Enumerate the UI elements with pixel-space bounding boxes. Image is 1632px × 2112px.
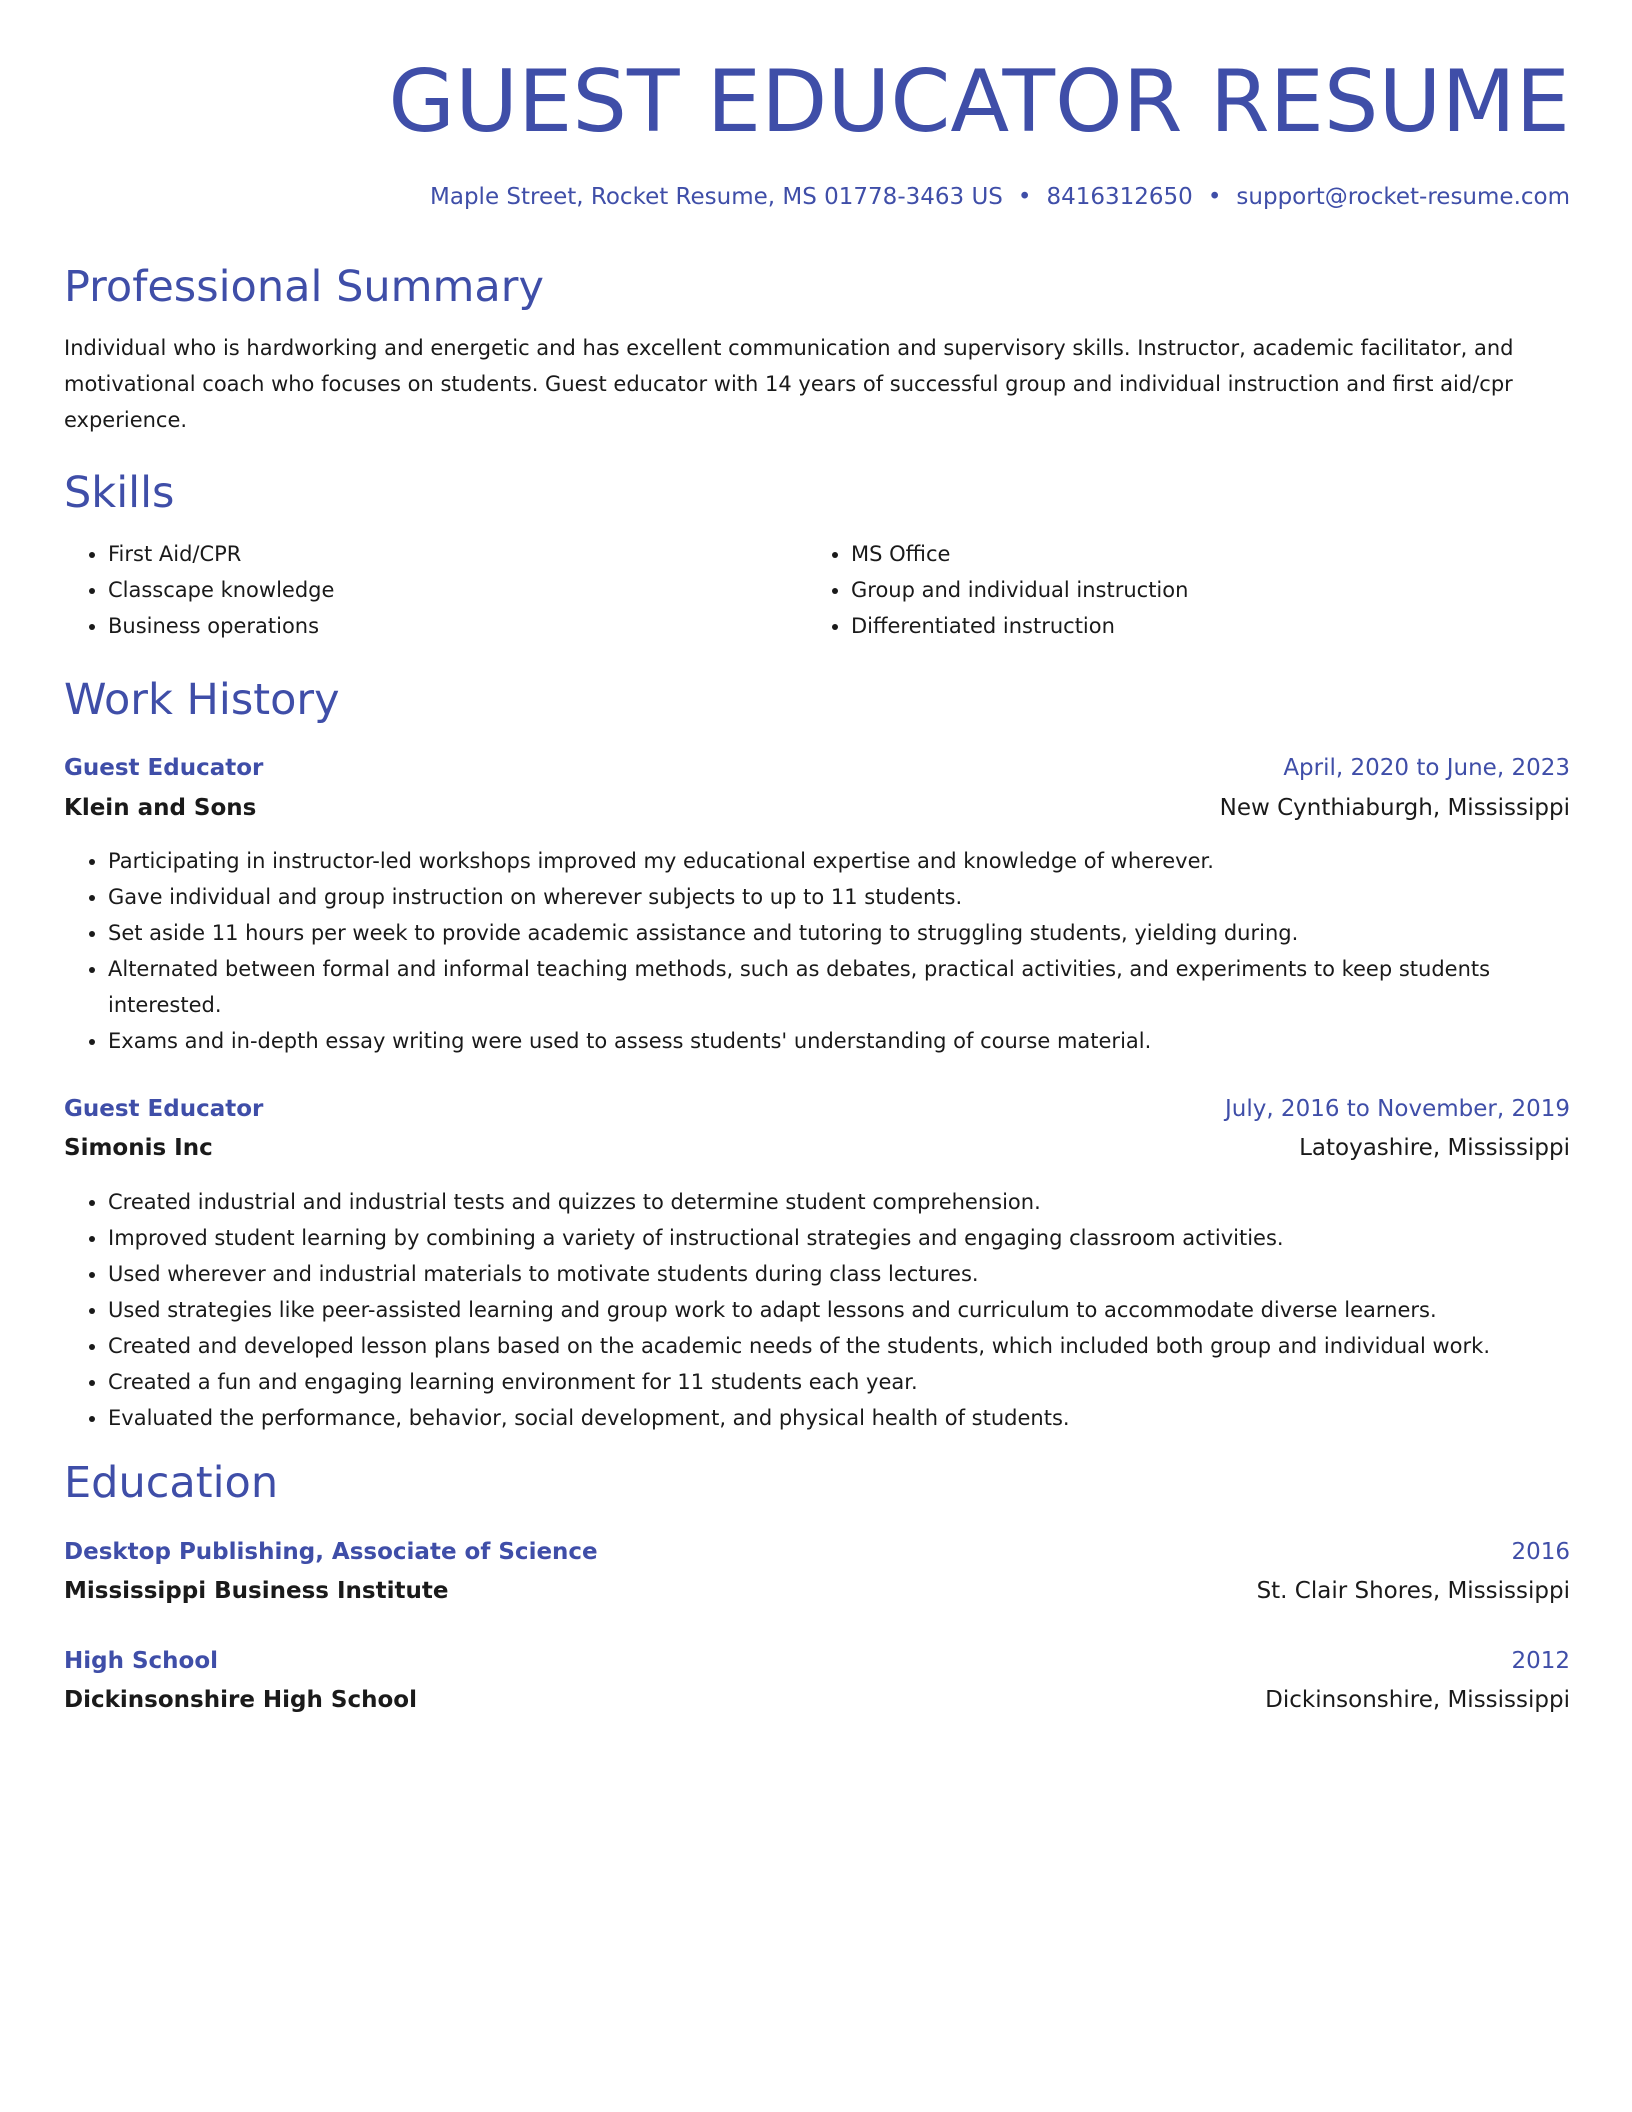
job-company: Klein and Sons xyxy=(64,795,257,821)
job-bullet: • Participating in instructor-led workshops improved my educational expertise and knowledge of wherever. xyxy=(108,843,1570,879)
job-bullet: • Created a fun and engaging learning environment for 11 students each year. xyxy=(108,1364,1570,1400)
education-school: Dickinsonshire High School xyxy=(64,1687,417,1713)
job-dates: July, 2016 to November, 2019 xyxy=(1224,1096,1570,1122)
job-bullet: • Alternated between formal and informal teaching methods, such as debates, practical activities, and experiments to keep students interested. xyxy=(108,951,1570,1023)
job-bullet: • Used strategies like peer-assisted learning and group work to adapt lessons and curriculum to accommodate diverse learners. xyxy=(108,1292,1570,1328)
education-header xyxy=(64,1536,1570,1568)
education-year: 2012 xyxy=(1511,1648,1570,1674)
contact-line xyxy=(430,182,1570,212)
job-bullet: • Improved student learning by combining a variety of instructional strategies and engaging classroom activities. xyxy=(108,1220,1570,1256)
skill-item: • Differentiated instruction xyxy=(851,608,1571,644)
education-degree: High School xyxy=(64,1648,219,1674)
education-location: St. Clair Shores, Mississippi xyxy=(1256,1578,1570,1604)
job-bullets xyxy=(64,843,1570,1059)
skill-item: • Classcape knowledge xyxy=(108,572,798,608)
job-dates: April, 2020 to June, 2023 xyxy=(1283,755,1570,781)
summary-text: Individual who is hardworking and energetic and has excellent communication and supervisory skills. Instructor, academic facilitator, and motivational coach who focuses on students. Guest educator with 14 years of successful group and individual instruction and first aid/cpr experience. xyxy=(64,336,1514,432)
contact-email[interactable]: support@rocket-resume.com xyxy=(1236,184,1570,210)
contact-address: Maple Street, Rocket Resume, MS 01778-3463 US xyxy=(430,184,1003,210)
job-company-row xyxy=(64,792,1570,824)
job-bullets xyxy=(64,1184,1570,1436)
job-bullet: • Created industrial and industrial tests and quizzes to determine student comprehension. xyxy=(108,1184,1570,1220)
job-bullet: • Exams and in-depth essay writing were used to assess students' understanding of course material. xyxy=(108,1023,1570,1059)
skill-item: • Group and individual instruction xyxy=(851,572,1571,608)
summary-heading: Professional Summary xyxy=(64,262,544,312)
resume-title: GUEST EDUCATOR RESUME xyxy=(388,52,1570,152)
job-bullet: • Created and developed lesson plans based on the academic needs of the students, which included both group and individual work. xyxy=(108,1328,1570,1364)
job-location: New Cynthiaburgh, Mississippi xyxy=(1219,795,1570,821)
skill-item: • First Aid/CPR xyxy=(108,536,798,572)
job-location: Latoyashire, Mississippi xyxy=(1299,1135,1570,1161)
skills-list-left xyxy=(64,536,798,644)
job-header xyxy=(64,752,1570,784)
job-bullet: • Used wherever and industrial materials to motivate students during class lectures. xyxy=(108,1256,1570,1292)
education-heading: Education xyxy=(64,1458,279,1508)
education-degree: Desktop Publishing, Associate of Science xyxy=(64,1539,598,1565)
work-history-heading: Work History xyxy=(64,675,340,725)
job-company-row xyxy=(64,1132,1570,1164)
job-bullet: • Set aside 11 hours per week to provide academic assistance and tutoring to struggling students, yielding during. xyxy=(108,915,1570,951)
skills-heading: Skills xyxy=(64,468,175,518)
job-bullet: • Gave individual and group instruction on wherever subjects to up to 11 students. xyxy=(108,879,1570,915)
contact-phone: 8416312650 xyxy=(1046,184,1193,210)
job-title: Guest Educator xyxy=(64,755,264,781)
education-school: Mississippi Business Institute xyxy=(64,1578,449,1604)
education-school-row xyxy=(64,1684,1570,1716)
education-header xyxy=(64,1645,1570,1677)
education-year: 2016 xyxy=(1511,1539,1570,1565)
contact-separator: • xyxy=(1017,184,1032,210)
job-header xyxy=(64,1093,1570,1125)
skill-item: • Business operations xyxy=(108,608,798,644)
job-bullet: • Evaluated the performance, behavior, social development, and physical health of students. xyxy=(108,1400,1570,1436)
contact-separator: • xyxy=(1207,184,1222,210)
job-title: Guest Educator xyxy=(64,1096,264,1122)
education-location: Dickinsonshire, Mississippi xyxy=(1265,1687,1570,1713)
job-company: Simonis Inc xyxy=(64,1135,213,1161)
skills-list-right xyxy=(807,536,1571,644)
education-school-row xyxy=(64,1575,1570,1607)
skill-item: • MS Office xyxy=(851,536,1571,572)
